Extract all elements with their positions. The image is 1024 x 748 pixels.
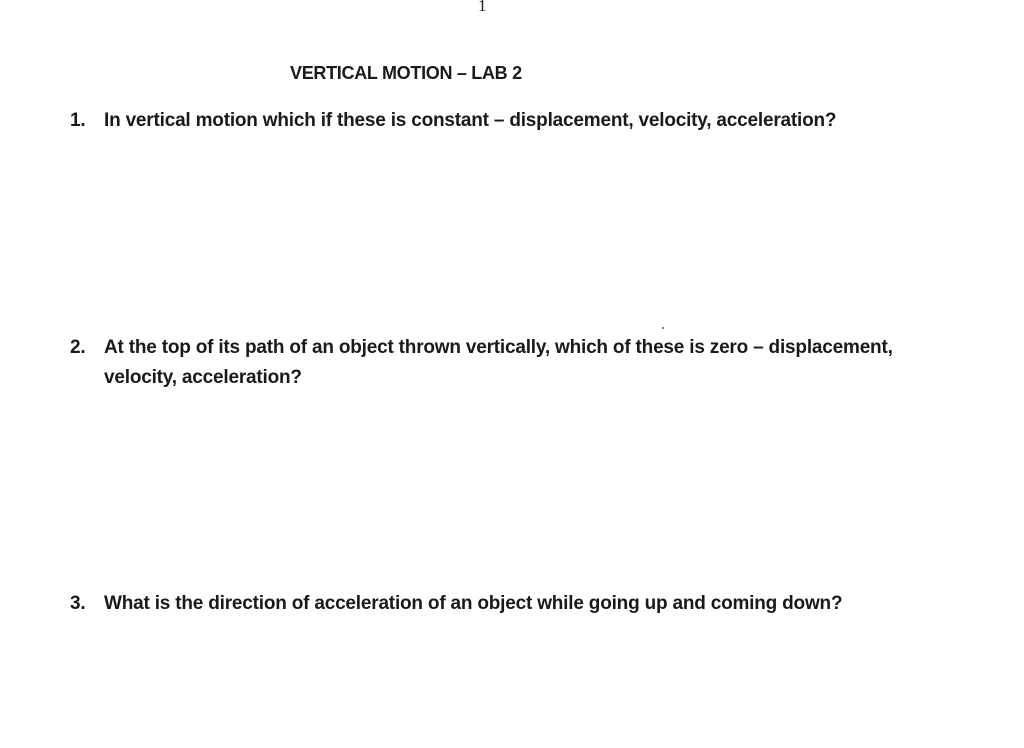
question-text: At the top of its path of an object thrown vertically, which of these is zero – displacement, velocity, acceleration?	[104, 337, 893, 388]
question-number: 3.	[70, 593, 86, 614]
question-number: 2.	[70, 337, 86, 358]
question-text: In vertical motion which if these is constant – displacement, velocity, acceleration?	[104, 110, 837, 131]
question-number: 1.	[70, 110, 86, 131]
question-text: What is the direction of acceleration of an object while going up and coming down?	[104, 593, 843, 614]
scan-speck	[662, 327, 664, 329]
page-number: 1	[478, 0, 487, 15]
page-title: VERTICAL MOTION – LAB 2	[290, 63, 522, 83]
